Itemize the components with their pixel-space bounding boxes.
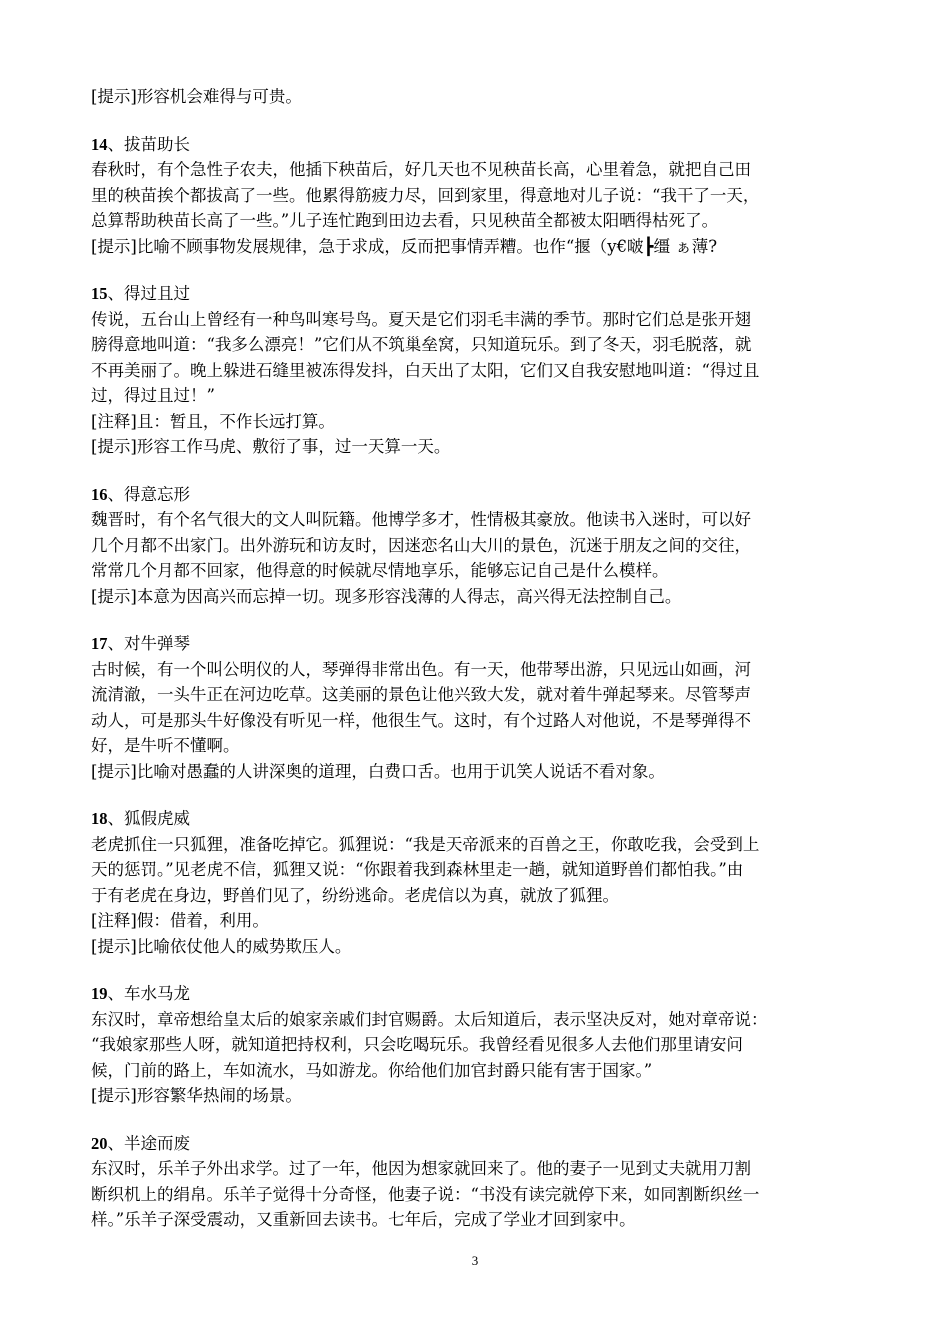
section-gap bbox=[91, 460, 863, 482]
section-gap bbox=[91, 609, 863, 631]
text-line: 春秋时，有个急性子农夫，他插下秧苗后，好几天也不见秧苗长高，心里着急，就把自己田 bbox=[91, 160, 751, 179]
idiom-number: 14 bbox=[91, 134, 108, 154]
text-line: 常常几个月都不回家，他得意的时候就尽情地享乐，能够忘记自己是什么模样。 bbox=[91, 561, 669, 580]
text-line: 动人，可是那头牛好像没有听见一样，他很生气。这时，有个过路人对他说，不是琴弹得不 bbox=[91, 710, 751, 730]
text-line: 天的惩罚。”见老虎不信，狐狸又说：“你跟着我到森林里走一趟，就知道野兽们都怕我。”由 bbox=[91, 860, 744, 879]
idiom-title-text: 、得过且过 bbox=[107, 284, 190, 303]
text-line: 几个月都不出家门。出外游玩和访友时，因迷恋名山大川的景色，沉迷于朋友之间的交往， bbox=[91, 535, 751, 555]
text-line: [提示]形容工作马虎、敷衍了事，过一天算一天。 bbox=[91, 437, 451, 456]
idiom-title bbox=[91, 981, 863, 1007]
idiom-title-text: 、车水马龙 bbox=[107, 984, 190, 1003]
text-line: 于有老虎在身边，野兽们见了，纷纷逃命。老虎信以为真，就放了狐狸。 bbox=[91, 885, 619, 905]
idiom-title-text: 、狐假虎威 bbox=[107, 809, 190, 828]
text-line: 魏晋时，有个名气很大的文人叫阮籍。他博学多才，性情极其豪放。他读书入迷时，可以好 bbox=[91, 510, 751, 529]
text-line: [提示]比喻依仗他人的威势欺压人。 bbox=[91, 936, 352, 956]
idiom-number: 18 bbox=[91, 809, 108, 828]
text-line: 断织机上的绢帛。乐羊子觉得十分奇怪，他妻子说：“书没有读完就停下来，如同割断织丝一 bbox=[91, 1184, 760, 1204]
page-number: 3 bbox=[471, 1253, 479, 1268]
idiom-section bbox=[91, 981, 863, 1109]
text-line: 传说，五台山上曾经有一种鸟叫寒号鸟。夏天是它们羽毛丰满的季节。那时它们总是张开翅 bbox=[91, 309, 751, 329]
idiom-section bbox=[91, 1131, 863, 1233]
text-line: 候，门前的路上，车如流水，马如游龙。你给他们加官封爵只能有害于国家。” bbox=[91, 1060, 653, 1080]
text-line: 不再美丽了。晚上躲进石缝里被冻得发抖，白天出了太阳，它们又自我安慰地叫道：“得过且 bbox=[91, 360, 760, 380]
text-line: 古时候，有一个叫公明仪的人，琴弹得非常出色。有一天，他带琴出游，只见远山如画，河 bbox=[91, 659, 751, 679]
section-gap bbox=[91, 110, 863, 132]
text-line: 东汉时，章帝想给皇太后的娘家亲戚们封官赐爵。太后知道后，表示坚决反对，她对章帝说： bbox=[91, 1009, 768, 1029]
idiom-section bbox=[91, 281, 863, 460]
idiom-title bbox=[91, 1131, 863, 1157]
text-line: 样。”乐羊子深受震动，又重新回去读书。七年后，完成了学业才回到家中。 bbox=[91, 1210, 636, 1229]
idiom-section bbox=[91, 482, 863, 610]
idiom-number: 15 bbox=[91, 284, 108, 303]
idiom-number: 20 bbox=[91, 1133, 108, 1153]
idiom-title-text: 、对牛弹琴 bbox=[107, 634, 190, 653]
text-line: [提示]比喻对愚蠢的人讲深奥的道理，白费口舌。也用于讥笑人说话不看对象。 bbox=[91, 761, 665, 781]
text-line: 里的秧苗挨个都拔高了一些。他累得筋疲力尽，回到家里，得意地对儿子说：“我干了一天， bbox=[91, 185, 760, 205]
idiom-title bbox=[91, 281, 863, 307]
idiom-section bbox=[91, 806, 863, 959]
idiom-title bbox=[91, 482, 863, 508]
text-line: 东汉时，乐羊子外出求学。过了一年，他因为想家就回来了。他的妻子一见到丈夫就用刀割 bbox=[91, 1159, 751, 1178]
section-gap bbox=[91, 259, 863, 281]
idiom-section bbox=[91, 132, 863, 260]
idiom-title-text: 、得意忘形 bbox=[107, 484, 190, 504]
section-gap bbox=[91, 959, 863, 981]
text-line: “我娘家那些人呀，就知道把持权利，只会吃喝玩乐。我曾经看见很多人去他们那里请安问 bbox=[91, 1035, 743, 1054]
text-line: 老虎抓住一只狐狸，准备吃掉它。狐狸说：“我是天帝派来的百兽之王，你敢吃我，会受到上 bbox=[91, 834, 760, 854]
text-line: [提示]本意为因高兴而忘掉一切。现多形容浅薄的人得志，高兴得无法控制自己。 bbox=[91, 586, 682, 606]
idiom-section bbox=[91, 631, 863, 784]
text-line: [注释]假：借着，利用。 bbox=[91, 911, 269, 930]
document-body bbox=[91, 84, 863, 1233]
idiom-title-text: 、半途而废 bbox=[107, 1133, 190, 1153]
section-gap bbox=[91, 1109, 863, 1131]
section-gap bbox=[91, 784, 863, 806]
text-line: 好，是牛听不懂啊。 bbox=[91, 736, 240, 755]
text-line: 流清澈，一头牛正在河边吃草。这美丽的景色让他兴致大发，就对着牛弹起琴来。尽管琴声 bbox=[91, 685, 751, 704]
idiom-number: 17 bbox=[91, 634, 108, 653]
text-line: [注释]且：暂且，不作长远打算。 bbox=[91, 411, 335, 431]
text-line: 过，得过且过！” bbox=[91, 386, 215, 405]
text-line: 总算帮助秧苗长高了一些。”儿子连忙跑到田边去看，只见秧苗全都被太阳晒得枯死了。 bbox=[91, 211, 719, 230]
text-line: 膀得意地叫道：“我多么漂亮！”它们从不筑巢垒窝，只知道玩乐。到了冬天，羽毛脱落，就 bbox=[91, 335, 752, 354]
idiom-number: 16 bbox=[91, 484, 108, 504]
idiom-number: 19 bbox=[91, 984, 108, 1003]
intro-line: [提示]形容机会难得与可贵。 bbox=[91, 87, 302, 106]
idiom-title-text: 、拔苗助长 bbox=[107, 134, 190, 154]
sections bbox=[91, 110, 863, 1233]
idiom-title bbox=[91, 631, 863, 657]
text-line: [提示]形容繁华热闹的场景。 bbox=[91, 1086, 302, 1105]
idiom-title bbox=[91, 132, 863, 158]
idiom-title bbox=[91, 806, 863, 832]
text-line: [提示]比喻不顾事物发展规律，急于求成，反而把事情弄糟。也作“揠（y€啵┣缰 ぁ薄? bbox=[91, 236, 718, 256]
